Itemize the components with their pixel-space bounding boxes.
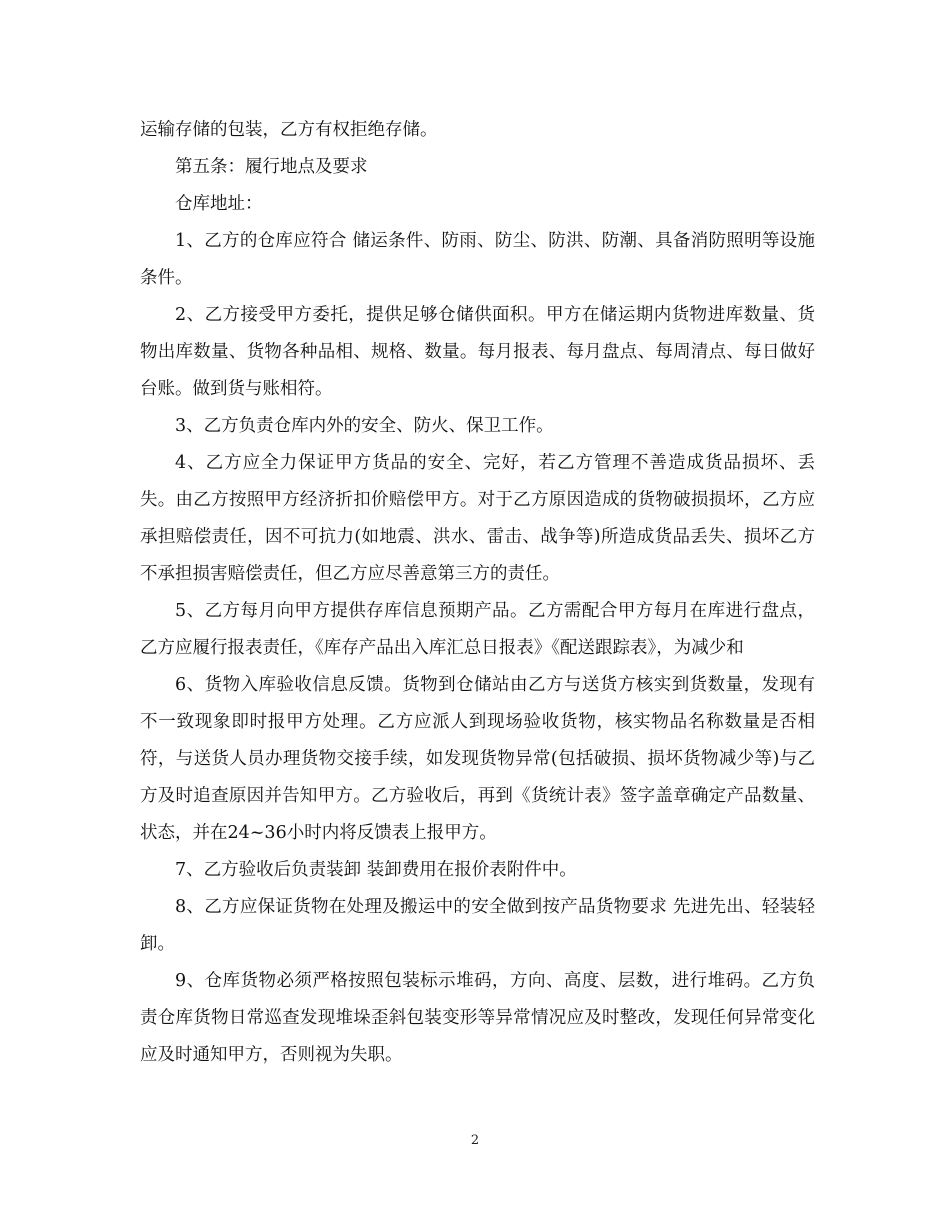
clause-3: 3、乙方负责仓库内外的安全、防火、保卫工作。 bbox=[175, 416, 554, 436]
paragraph-continuation: 运输存储的包装，乙方有权拒绝存储。 bbox=[140, 120, 438, 140]
clause-4: 4、乙方应全力保证甲方货品的安全、完好，若乙方管理不善造成货品损坏、丢失。由乙方按照甲方经济折扣价赔偿甲方。对于乙方原因造成的货物破损损坏，乙方应承担赔偿责任，因不可抗力(如地震、洪水、雷击、战争等)所造成货品丢失、损坏乙方不承担损害赔偿责任，但乙方应尽善意第三方的责任。 bbox=[140, 453, 815, 584]
clause-2: 2、乙方接受甲方委托，提供足够仓储供面积。甲方在储运期内货物进库数量、货物出库数量、货物各种品相、规格、数量。每月报表、每月盘点、每周清点、每日做好台账。做到货与账相符。 bbox=[140, 305, 815, 399]
clause-8: 8、乙方应保证货物在处理及搬运中的安全做到按产品货物要求 先进先出、轻装轻卸。 bbox=[140, 897, 815, 954]
clause-1: 1、乙方的仓库应符合 储运条件、防雨、防尘、防洪、防潮、具备消防照明等设施条件。 bbox=[140, 231, 815, 288]
article-heading: 第五条：履行地点及要求 bbox=[175, 157, 368, 177]
clause-7: 7、乙方验收后负责装卸 装卸费用在报价表附件中。 bbox=[175, 860, 577, 880]
clause-5: 5、乙方每月向甲方提供存库信息预期产品。乙方需配合甲方每月在库进行盘点，乙方应履行报表责任，《库存产品出入库汇总日报表》《配送跟踪表》，为减少和 bbox=[140, 601, 815, 658]
document-body bbox=[140, 112, 815, 1074]
warehouse-address-label: 仓库地址： bbox=[175, 194, 263, 214]
clause-6: 6、货物入库验收信息反馈。货物到仓储站由乙方与送货方核实到货数量，发现有不一致现象即时报甲方处理。乙方应派人到现场验收货物，核实物品名称数量是否相符，与送货人员办理货物交接手续，如发现货物异常(包括破损、损坏货物减少等)与乙方及时追查原因并告知甲方。乙方验收后，再到《货统计表》签字盖章确定产品数量、状态，并在24~36小时内将反馈表上报甲方。 bbox=[140, 675, 815, 843]
page-number: 2 bbox=[470, 1133, 480, 1148]
clause-9: 9、仓库货物必须严格按照包装标示堆码，方向、高度、层数，进行堆码。乙方负责仓库货物日常巡查发现堆垛歪斜包装变形等异常情况应及时整改，发现任何异常变化应及时通知甲方，否则视为失职。 bbox=[140, 971, 815, 1065]
